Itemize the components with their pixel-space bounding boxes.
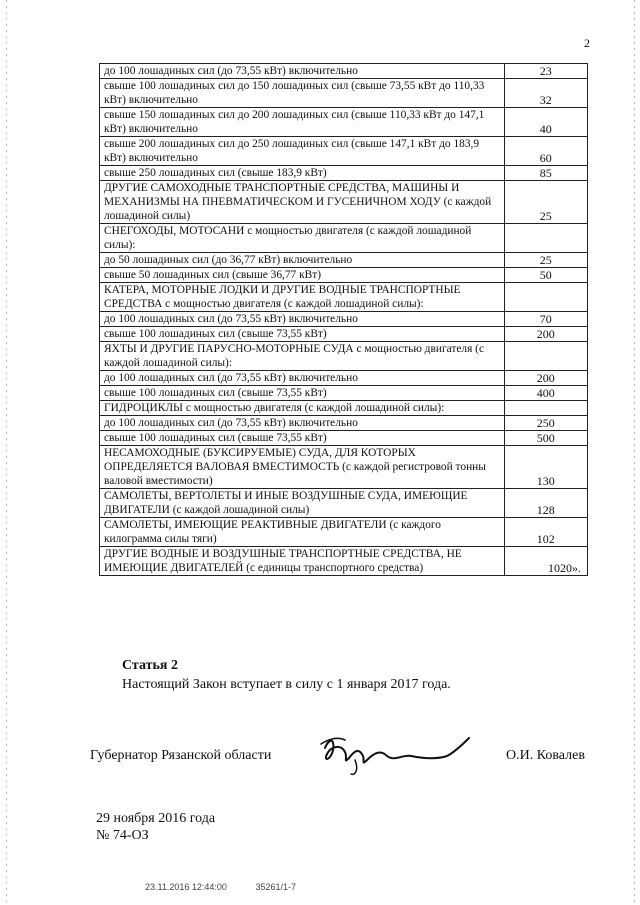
row-rate: [504, 401, 587, 416]
signature-icon: [315, 730, 475, 780]
table-row: [100, 224, 588, 253]
row-rate: 200: [504, 327, 587, 342]
table-row: [100, 518, 588, 547]
signing-date: 29 ноября 2016 года: [96, 811, 216, 826]
row-rate: [504, 224, 587, 253]
signatory-title: Губернатор Рязанской области: [90, 748, 272, 763]
table-row: [100, 108, 588, 137]
row-description: САМОЛЕТЫ, ИМЕЮЩИЕ РЕАКТИВНЫЕ ДВИГАТЕЛИ (с каждого килограмма силы тяги): [100, 518, 505, 547]
row-rate: 400: [504, 386, 587, 401]
row-rate: 130: [504, 446, 587, 489]
row-description: свыше 250 лошадиных сил (свыше 183,9 кВт): [100, 166, 505, 181]
footer-stamp: [145, 882, 322, 892]
row-rate: 40: [504, 108, 587, 137]
row-description: САМОЛЕТЫ, ВЕРТОЛЕТЫ И ИНЫЕ ВОЗДУШНЫЕ СУДА, ИМЕЮЩИЕ ДВИГАТЕЛИ (с каждой лошадиной силы): [100, 489, 505, 518]
footer-code: 35261/1-7: [255, 882, 296, 892]
row-description: свыше 100 лошадиных сил до 150 лошадиных сил (свыше 73,55 кВт до 110,33 кВт) включительно: [100, 79, 505, 108]
row-rate: 250: [504, 416, 587, 431]
row-description: свыше 150 лошадиных сил до 200 лошадиных сил (свыше 110,33 кВт до 147,1 кВт) включительно: [100, 108, 505, 137]
table-row: [100, 137, 588, 166]
table-row: [100, 79, 588, 108]
row-description: НЕСАМОХОДНЫЕ (БУКСИРУЕМЫЕ) СУДА, ДЛЯ КОТОРЫХ ОПРЕДЕЛЯЕТСЯ ВАЛОВАЯ ВМЕСТИМОСТЬ (с каждой регистровой тонны валовой вместимости): [100, 446, 505, 489]
row-rate: 128: [504, 489, 587, 518]
table-row: [100, 253, 588, 268]
row-rate: 1020».: [504, 547, 587, 576]
table-row: [100, 416, 588, 431]
tax-rate-table: [99, 63, 588, 576]
row-description: ГИДРОЦИКЛЫ с мощностью двигателя (с каждой лошадиной силы):: [100, 401, 505, 416]
table-row: [100, 166, 588, 181]
table-row: [100, 371, 588, 386]
row-description: до 100 лошадиных сил (до 73,55 кВт) включительно: [100, 312, 505, 327]
table-row: [100, 268, 588, 283]
row-description: свыше 200 лошадиных сил до 250 лошадиных сил (свыше 147,1 кВт до 183,9 кВт) включительно: [100, 137, 505, 166]
page-number: 2: [584, 36, 590, 50]
table-row: [100, 446, 588, 489]
row-description: ДРУГИЕ САМОХОДНЫЕ ТРАНСПОРТНЫЕ СРЕДСТВА, МАШИНЫ И МЕХАНИЗМЫ НА ПНЕВМАТИЧЕСКОМ И ГУСЕНИЧНОМ ХОДУ (с каждой лошадиной силы): [100, 181, 505, 224]
row-rate: 70: [504, 312, 587, 327]
row-description: ЯХТЫ И ДРУГИЕ ПАРУСНО-МОТОРНЫЕ СУДА с мощностью двигателя (с каждой лошадиной силы):: [100, 342, 505, 371]
row-rate: 85: [504, 166, 587, 181]
signatory-name: О.И. Ковалев: [506, 748, 585, 763]
scan-margin-right: [634, 0, 635, 905]
table-row: [100, 181, 588, 224]
row-rate: 25: [504, 181, 587, 224]
row-description: КАТЕРА, МОТОРНЫЕ ЛОДКИ И ДРУГИЕ ВОДНЫЕ ТРАНСПОРТНЫЕ СРЕДСТВА с мощностью двигателя (с каждой лошадиной силы):: [100, 283, 505, 312]
article-title: Статья 2: [122, 658, 178, 673]
row-description: свыше 100 лошадиных сил (свыше 73,55 кВт): [100, 386, 505, 401]
row-rate: 32: [504, 79, 587, 108]
table-row: [100, 547, 588, 576]
row-description: ДРУГИЕ ВОДНЫЕ И ВОЗДУШНЫЕ ТРАНСПОРТНЫЕ СРЕДСТВА, НЕ ИМЕЮЩИЕ ДВИГАТЕЛЕЙ (с единицы транспортного средства): [100, 547, 505, 576]
row-description: свыше 100 лошадиных сил (свыше 73,55 кВт): [100, 431, 505, 446]
row-description: свыше 50 лошадиных сил (свыше 36,77 кВт): [100, 268, 505, 283]
table-row: [100, 283, 588, 312]
footer-timestamp: 23.11.2016 12:44:00: [145, 882, 227, 892]
row-rate: [504, 342, 587, 371]
row-description: СНЕГОХОДЫ, МОТОСАНИ с мощностью двигателя (с каждой лошадиной силы):: [100, 224, 505, 253]
scan-margin-left: [6, 0, 7, 905]
row-description: до 100 лошадиных сил (до 73,55 кВт) включительно: [100, 64, 505, 79]
row-rate: 102: [504, 518, 587, 547]
table-row: [100, 401, 588, 416]
table-row: [100, 312, 588, 327]
table-row: [100, 327, 588, 342]
row-description: до 50 лошадиных сил (до 36,77 кВт) включительно: [100, 253, 505, 268]
row-rate: 500: [504, 431, 587, 446]
row-rate: 25: [504, 253, 587, 268]
article-text: Настоящий Закон вступает в силу с 1 января 2017 года.: [122, 677, 451, 692]
table-row: [100, 431, 588, 446]
table-row: [100, 342, 588, 371]
table-row: [100, 64, 588, 79]
row-rate: 60: [504, 137, 587, 166]
row-rate: 50: [504, 268, 587, 283]
table-row: [100, 489, 588, 518]
row-rate: 200: [504, 371, 587, 386]
law-number: № 74-ОЗ: [96, 828, 149, 843]
row-description: свыше 100 лошадиных сил (свыше 73,55 кВт): [100, 327, 505, 342]
table-row: [100, 386, 588, 401]
row-rate: 23: [504, 64, 587, 79]
row-description: до 100 лошадиных сил (до 73,55 кВт) включительно: [100, 416, 505, 431]
row-rate: [504, 283, 587, 312]
row-description: до 100 лошадиных сил (до 73,55 кВт) включительно: [100, 371, 505, 386]
